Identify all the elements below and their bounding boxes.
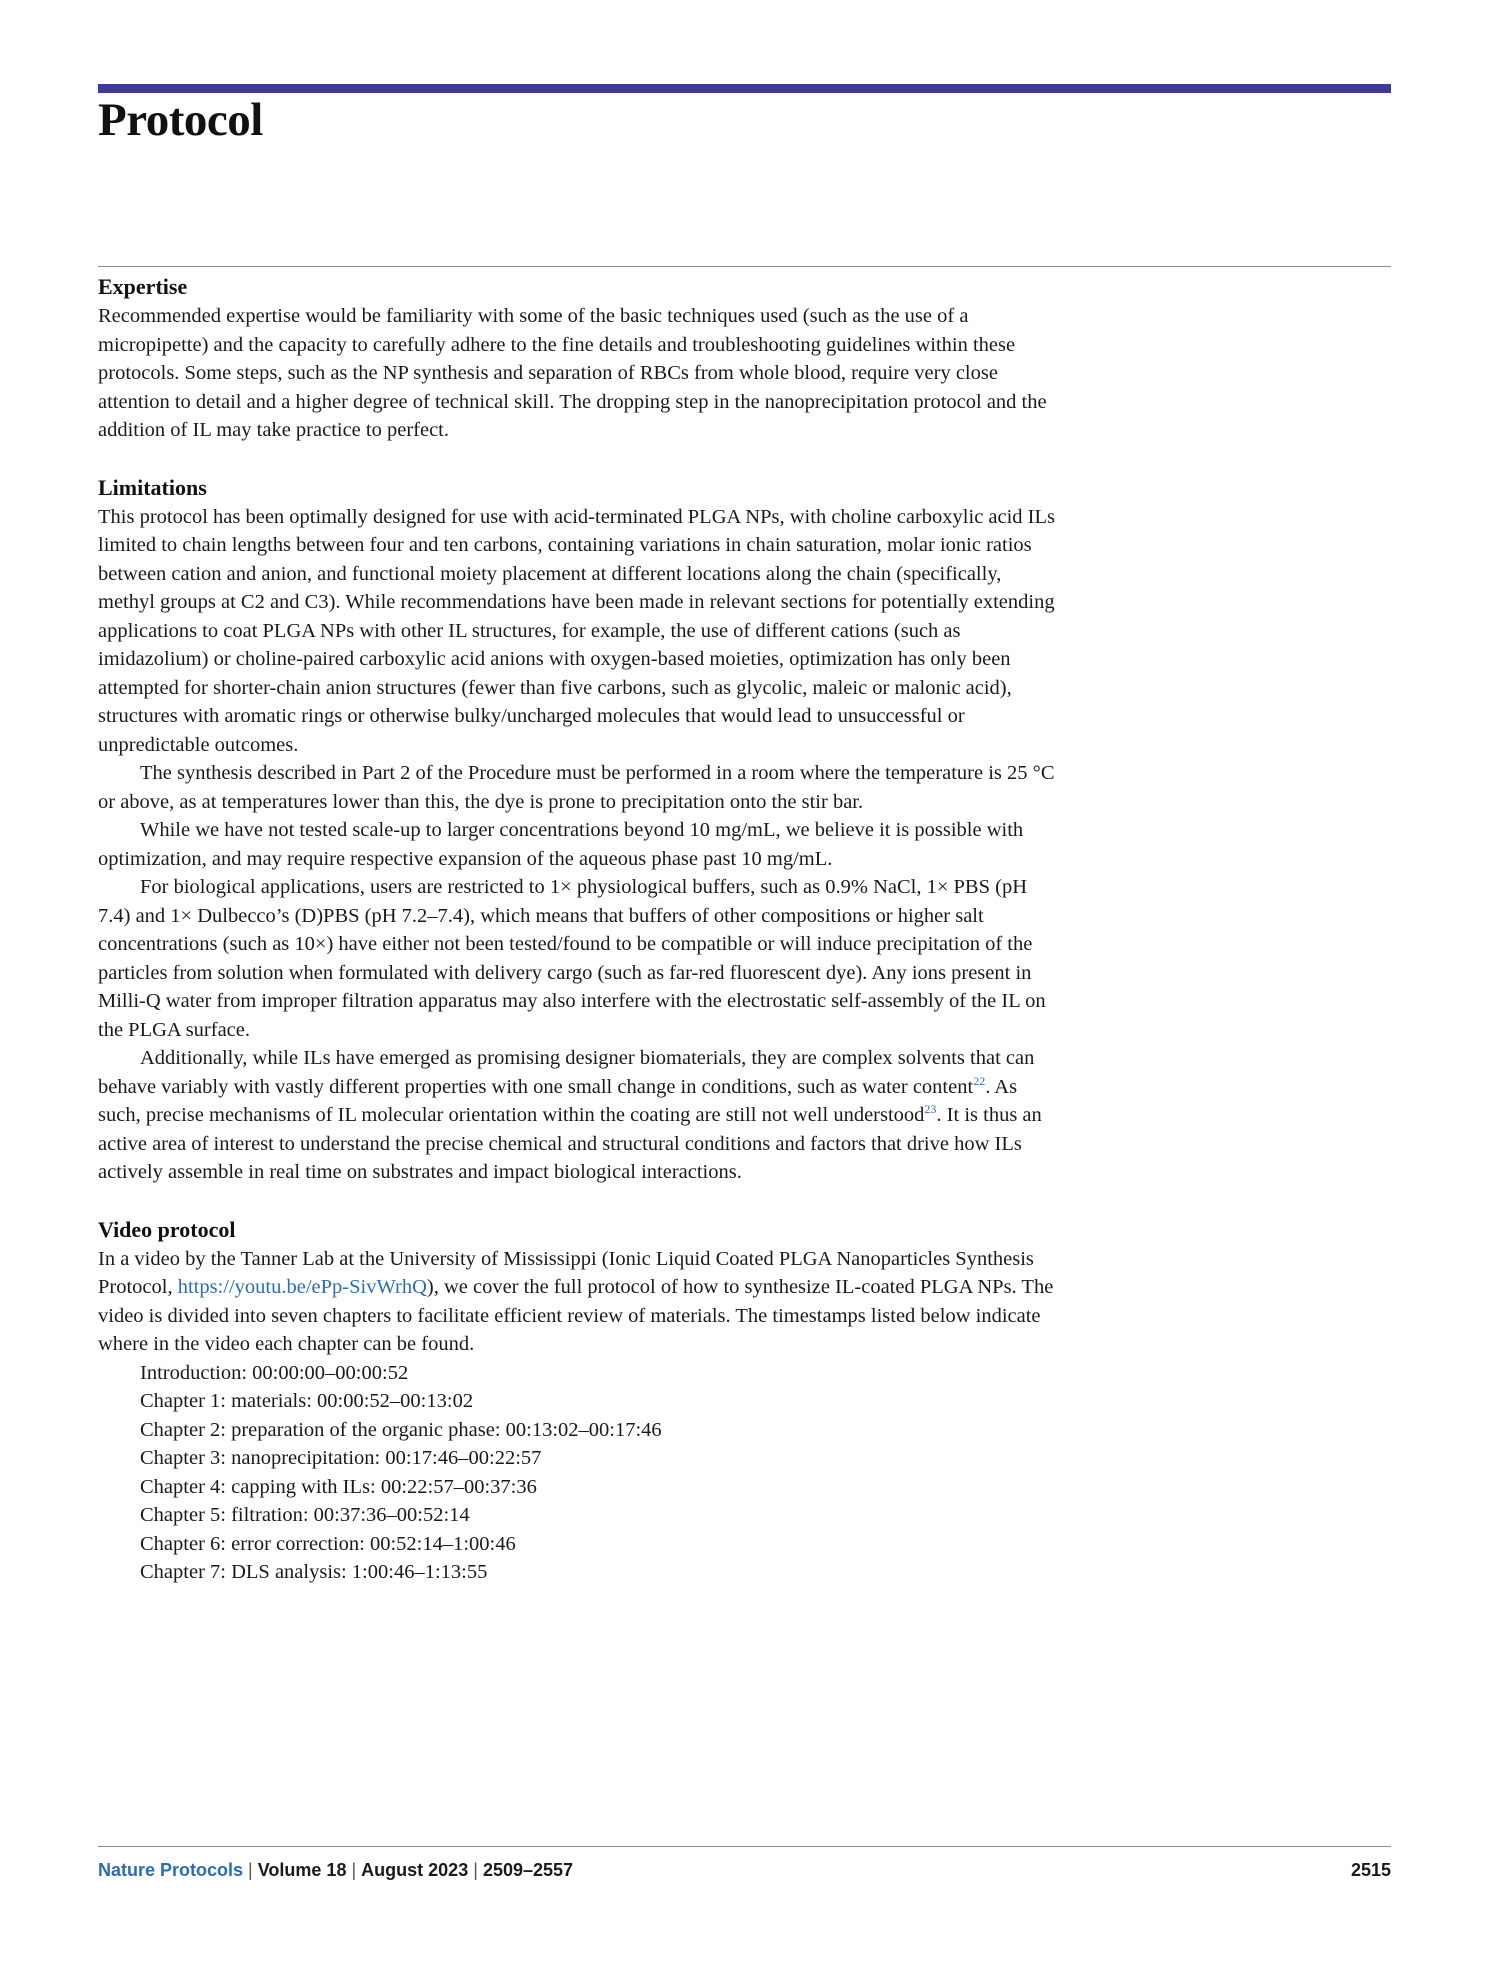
limitations-heading: Limitations xyxy=(98,474,207,500)
chapter-item: Chapter 2: preparation of the organic phase: 00:13:02–00:17:46 xyxy=(140,1418,662,1441)
chapter-list xyxy=(98,1359,1058,1587)
page-number: 2515 xyxy=(1350,1860,1391,1880)
chapter-item: Chapter 5: filtration: 00:37:36–00:52:14 xyxy=(140,1504,470,1526)
footer-date: August 2023 xyxy=(361,1860,469,1880)
chapter-item: Chapter 3: nanoprecipitation: 00:17:46–00:22:57 xyxy=(140,1447,542,1469)
footer-pages: 2509–2557 xyxy=(482,1860,574,1880)
footer-separator: | xyxy=(248,1860,253,1880)
footer-separator: | xyxy=(473,1860,478,1880)
limitations-paragraph-4: For biological applications, users are restricted to 1× physiological buffers, such as 0.9% NaCl, 1× PBS (pH 7.4) and 1× Dulbecco’s (D)PBS (pH 7.2–7.4), which means that buffers of other compositions or higher salt concentrations (such as 10×) have either not been tested/found to be compatible or will induce precipitation of the particles from solution when formulated with delivery cargo (such as far-red fluorescent dye). Any ions present in Milli-Q water from improper filtration apparatus may also interfere with the electrostatic self-assembly of the IL on the PLGA surface. xyxy=(98,876,1046,1041)
chapter-item: Chapter 7: DLS analysis: 1:00:46–1:13:55 xyxy=(140,1561,488,1583)
section-spacer xyxy=(98,1187,1058,1215)
section-spacer xyxy=(98,445,1058,473)
limitations-paragraph-5-text-a: Additionally, while ILs have emerged as promising designer biomaterials, they are complex solvents that can behave variably with vastly different properties with one small change in conditions, such as water content xyxy=(98,1047,1035,1098)
expertise-paragraph: Recommended expertise would be familiarity with some of the basic techniques used (such as the use of a micropipette) and the capacity to carefully adhere to the fine details and troubleshooting guidelines within these protocols. Some steps, such as the NP synthesis and separation of RBCs from whole blood, require very close attention to detail and a higher degree of technical skill. The dropping step in the nanoprecipitation protocol and the addition of IL may take practice to perfect. xyxy=(98,305,1047,441)
limitations-paragraph-2: The synthesis described in Part 2 of the Procedure must be performed in a room where the temperature is 25 °C or above, as at temperatures lower than this, the dye is prone to precipitation onto the stir bar. xyxy=(98,762,1055,813)
footer-separator: | xyxy=(351,1860,357,1880)
chapter-item: Introduction: 00:00:00–00:00:52 xyxy=(140,1361,409,1384)
expertise-heading: Expertise xyxy=(98,274,188,299)
journal-name[interactable]: Nature Protocols xyxy=(98,1860,244,1880)
video-protocol-text-a: In a video by the Tanner Lab at the University of Mississippi (Ionic Liquid Coated PLGA Nanoparticles Synthesis Protocol, xyxy=(98,1247,1034,1298)
chapter-item: Chapter 4: capping with ILs: 00:22:57–00:37:36 xyxy=(140,1475,537,1498)
limitations-paragraph-1: This protocol has been optimally designed for use with acid-terminated PLGA NPs, with choline carboxylic acid ILs limited to chain lengths between four and ten carbons, containing variations in chain saturation, molar ionic ratios between cation and anion, and functional moiety placement at different locations along the chain (specifically, methyl groups at C2 and C3). While recommendations have been made in relevant sections for potentially extending applications to coat PLGA NPs with other IL structures, for example, the use of different cations (such as imidazolium) or choline-paired carboxylic acid anions with oxygen-based moieties, optimization has only been attempted for shorter-chain anion structures (fewer than five carbons, such as glycolic, maleic or malonic acid), structures with aromatic rings or otherwise bulky/uncharged molecules that would lead to unsuccessful or unpredictable outcomes. xyxy=(98,505,1056,756)
video-protocol-paragraph xyxy=(98,1245,1058,1359)
limitations-paragraph-5 xyxy=(98,1044,1058,1187)
limitations-paragraph-5-text-c: . It is thus an active area of interest to understand the precise chemical and structural conditions and factors that drive how ILs actively assemble in real time on substrates and impact biological interactions. xyxy=(98,1104,1042,1183)
header-accent-bar xyxy=(98,84,1391,93)
expertise-section xyxy=(98,272,1058,445)
video-protocol-section xyxy=(98,1215,1058,1587)
reference-22[interactable]: 22 xyxy=(973,1073,986,1088)
chapter-item: Chapter 6: error correction: 00:52:14–1:00:46 xyxy=(140,1532,516,1555)
header-divider xyxy=(98,266,1391,267)
limitations-paragraph-3: While we have not tested scale-up to larger concentrations beyond 10 mg/mL, we believe it is possible with optimization, and may require respective expansion of the aqueous phase past 10 mg/mL. xyxy=(98,819,1024,870)
video-link[interactable]: https://youtu.be/ePp-SivWrhQ xyxy=(177,1276,427,1298)
video-protocol-text-b: ), we cover the full protocol of how to synthesize IL-coated PLGA NPs. The video is divided into seven chapters to facilitate efficient review of materials. The timestamps listed below indicate where in the video each chapter can be found. xyxy=(98,1276,1054,1355)
page-footer xyxy=(98,1858,1391,1882)
limitations-paragraph-5-text-b: . As such, precise mechanisms of IL molecular orientation within the coating are still not well understood xyxy=(98,1075,1018,1126)
footer-divider xyxy=(98,1846,1391,1847)
limitations-section xyxy=(98,473,1058,1187)
section-label: Protocol xyxy=(98,94,263,146)
video-protocol-heading: Video protocol xyxy=(98,1216,236,1242)
chapter-item: Chapter 1: materials: 00:00:52–00:13:02 xyxy=(140,1390,474,1412)
footer-volume: Volume 18 xyxy=(257,1860,347,1880)
main-content xyxy=(98,272,1058,1587)
reference-23[interactable]: 23 xyxy=(924,1102,937,1117)
